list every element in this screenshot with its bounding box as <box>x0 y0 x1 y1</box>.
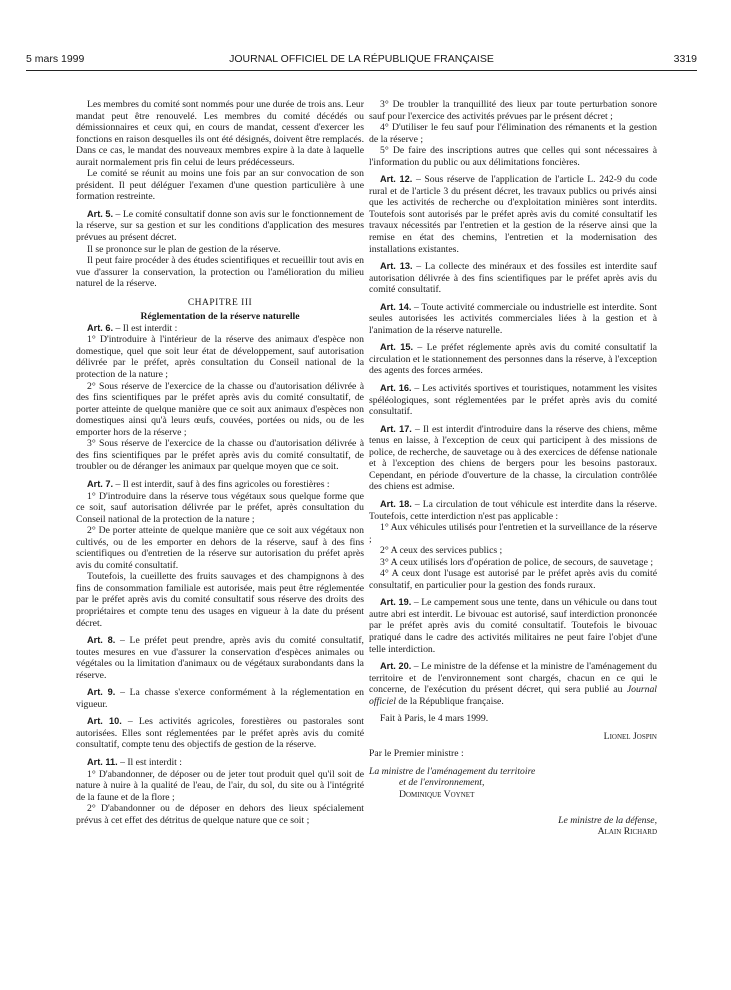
list-item: 2° A ceux des services publics ; <box>380 545 503 557</box>
list-item: 5° De faire des inscriptions autres que celles qui sont nécessaires à l'information du public ou aux délimitations foncières. <box>369 145 657 168</box>
chapter-title: Réglementation de la réserve naturelle <box>140 311 300 323</box>
article-text: – La chasse s'exerce conformément à la réglementation en vigueur. <box>76 687 364 710</box>
article-19 <box>369 597 657 655</box>
issue-date: 5 mars 1999 <box>26 53 85 65</box>
article-label: Art. 16. <box>380 383 412 394</box>
article-text-end: de la République française. <box>395 695 504 707</box>
article-text: – Il est interdit, sauf à des fins agricoles ou forestières : <box>113 478 330 490</box>
list-item: 3° De troubler la tranquillité des lieux par toute perturbation sonore sauf pour l'exercice des activités prévues par le présent décret ; <box>369 99 657 122</box>
paragraph: Toutefois, la cueillette des fruits sauvages et des champignons à des fins de consommation familiale est autorisée, mais peut être réglementée par le préfet après avis du comité consultatif sous réserve des droits des propriétaires et compte tenu des usages en vigueur à la date du présent décret. <box>76 571 364 629</box>
article-text: – Il est interdit : <box>113 322 178 334</box>
article-text: – Toute activité commerciale ou industrielle est interdite. Sont seules autorisées les activités commerciales liées à la gestion et à l'animation de la réserve naturelle. <box>369 301 657 336</box>
article-label: Art. 17. <box>380 423 412 434</box>
article-8 <box>76 635 364 681</box>
article-text: – Sous réserve de l'application de l'article L. 242-9 du code rural et de l'article 3 du présent décret, les travaux publics ou privés ainsi que les activités de recherche ou d'exploitation minières sont interdits. Toutefois sont autorisés par le préfet après avis du comité consultatif les travaux nécessités par l'entretien et la gestion de la réserve ainsi que la remise en état des chemins, l'entretien et la modernisation des installations existantes. <box>369 174 657 255</box>
article-label: Art. 18. <box>380 498 412 509</box>
article-label: Art. 5. <box>87 208 114 219</box>
list-item: 2° Sous réserve de l'exercice de la chasse ou d'autorisation délivrée à des fins scientifiques par le préfet après avis du comité consultatif, de porter atteinte de quelque manière que ce soit aux animaux d'espèces non domestiques ainsi qu'à leurs œufs, couvées, portées ou nids, ou de les emporter hors de la réserve ; <box>76 380 364 438</box>
article-12 <box>369 174 657 255</box>
article-text: – Le campement sous une tente, dans un véhicule ou dans tout autre abri est interdit. Le bivouac est autorisé, sauf interdiction prononcée par le préfet après avis du comité consultatif. Toutefois le bivouac pratiqué dans le cadre des activités militaires ne peut faire l'objet d'une telle interdiction. <box>369 597 657 655</box>
page-header <box>26 53 697 69</box>
minister-defense-name: Alain Richard <box>597 826 657 838</box>
list-item: 1° D'introduire dans la réserve tous végétaux sous quelque forme que ce soit, sauf autorisation délivrée par le préfet, après consultation du Conseil national de la protection de la nature ; <box>76 490 364 525</box>
list-item: 3° A ceux utilisés lors d'opération de police, de secours, de sauvetage ; <box>380 556 654 568</box>
article-text: – Les activités sportives et touristiques, notamment les visites spéléologiques, sont réglementées par le préfet après avis du comité consultatif. <box>369 383 657 418</box>
paragraph: Il peut faire procéder à des études scientifiques et recueillir tout avis en vue d'assurer la conservation, la protection ou l'amélioration du milieu naturel de la réserve. <box>76 255 364 290</box>
minister-environment-name: Dominique Voynet <box>399 788 475 800</box>
minister-environment-title-2: et de l'environnement, <box>399 777 485 789</box>
article-5 <box>76 209 364 244</box>
article-label: Art. 14. <box>380 301 412 312</box>
list-item: 2° D'abandonner ou de déposer en dehors des lieux spécialement prévus à cet effet des détritus de quelque nature que ce soit ; <box>76 803 364 826</box>
article-13 <box>369 261 657 296</box>
article-18 <box>369 499 657 522</box>
article-text: – Le préfet peut prendre, après avis du comité consultatif, toutes mesures en vue d'assurer la conservation d'espèces animales ou végétales ou la limitation d'animaux ou de végétaux surabondants dans la réserve. <box>76 635 364 681</box>
article-16 <box>369 383 657 418</box>
list-item: 1° D'abandonner, de déposer ou de jeter tout produit quel qu'il soit de nature à nuire à la qualité de l'eau, de l'air, du sol, du site ou à l'intégrité de la faune et de la flore ; <box>76 768 364 803</box>
paragraph: Il se prononce sur le plan de gestion de la réserve. <box>87 243 281 255</box>
article-15 <box>369 342 657 377</box>
article-label: Art. 8. <box>87 635 116 646</box>
article-text: – Le comité consultatif donne son avis sur le fonctionnement de la réserve, sur sa gestion et sur les conditions d'application des mesures prévues au présent décret. <box>76 208 364 244</box>
article-7 <box>76 479 364 491</box>
paragraph: Le comité se réunit au moins une fois par an sur convocation de son président. Il peut déléguer l'examen d'une question particulière à une formation restreinte. <box>76 168 364 203</box>
list-item: 1° Aux véhicules utilisés pour l'entretien et la surveillance de la réserve ; <box>369 522 657 545</box>
article-9 <box>76 687 364 710</box>
article-text: – Il est interdit d'introduire dans la réserve des chiens, même tenus en laisse, à l'exception de ceux qui participent à des missions de police, de recherche, de sauvetage ou à des exercices de défense nationale et à l'exception des chiens de bergers pour les besoins pastoraux. Cependant, en période d'ouverture de la chasse, la circulation contrôlée des chiens est admise. <box>369 423 657 493</box>
minister-environment-title: La ministre de l'aménagement du territoire <box>369 765 536 777</box>
header-rule <box>26 70 697 71</box>
article-label: Art. 7. <box>87 478 114 489</box>
article-text: – La circulation de tout véhicule est interdite dans la réserve. Toutefois, cette interdiction n'est pas applicable : <box>369 498 657 522</box>
chapter-number: CHAPITRE III <box>187 297 253 308</box>
article-label: Art. 20. <box>380 661 412 672</box>
list-item: 4° A ceux dont l'usage est autorisé par le préfet après avis du comité consultatif, en particulier pour la gestion des fonds ruraux. <box>369 568 657 591</box>
article-text: – Les activités agricoles, forestières ou pastorales sont autorisées. Elles sont réglementées par le préfet après avis du comité consultatif, compte tenu des objectifs de gestion de la réserve. <box>76 716 364 751</box>
article-text: – Le préfet réglemente après avis du comité consultatif la circulation et le stationnement des personnes dans la réserve, à l'exception des agents des forces armées. <box>369 342 657 377</box>
journal-reference: Journal officiel <box>369 684 657 707</box>
journal-title: JOURNAL OFFICIEL DE LA RÉPUBLIQUE FRANÇAISE <box>229 53 494 65</box>
article-10 <box>76 716 364 751</box>
article-text: – La collecte des minéraux et des fossiles est interdite sauf autorisation délivrée à des fins scientifiques par le préfet après avis du comité consultatif. <box>369 261 657 296</box>
date-line: Fait à Paris, le 4 mars 1999. <box>380 713 489 725</box>
list-item: 4° D'utiliser le feu sauf pour l'élimination des rémanents et la gestion de la réserve ; <box>369 122 657 145</box>
minister-defense-title: Le ministre de la défense, <box>558 814 657 826</box>
article-text: – Le ministre de la défense et la ministre de l'aménagement du territoire et de l'environnement sont chargés, chacun en ce qui le concerne, de l'exécution du présent décret, qui sera publié au <box>369 661 657 696</box>
chapter-heading <box>76 298 364 310</box>
article-label: Art. 12. <box>380 174 413 185</box>
article-label: Art. 6. <box>87 322 114 333</box>
article-label: Art. 10. <box>87 716 122 727</box>
article-6 <box>76 323 364 335</box>
right-column <box>369 99 657 838</box>
list-item: 1° D'introduire à l'intérieur de la réserve des animaux d'espèce non domestique, quel que soit leur état de développement, sauf autorisation délivrée par le préfet, après consultation du Conseil national de la protection de la nature ; <box>76 334 364 381</box>
article-label: Art. 9. <box>87 687 116 698</box>
article-label: Art. 19. <box>380 597 412 608</box>
article-text: – Il est interdit : <box>117 756 182 768</box>
by-prime-minister: Par le Premier ministre : <box>369 748 464 760</box>
left-column <box>76 99 364 826</box>
list-item: 2° De porter atteinte de quelque manière que ce soit aux végétaux non cultivés, ou de les emporter en dehors de la réserve, sauf à des fins scientifiques ou d'entretien de la réserve sur autorisation du préfet après avis du comité consultatif. <box>76 525 364 571</box>
article-label: Art. 15. <box>380 342 414 353</box>
article-17 <box>369 424 657 493</box>
prime-minister-signature: Lionel Jospin <box>603 730 657 742</box>
article-14 <box>369 302 657 337</box>
article-label: Art. 11. <box>87 756 118 767</box>
article-label: Art. 13. <box>380 261 413 272</box>
article-20 <box>369 661 657 707</box>
page-number: 3319 <box>673 53 697 65</box>
paragraph: Les membres du comité sont nommés pour une durée de trois ans. Leur mandat peut être renouvelé. Les membres du comité décédés ou démissionnaires et ceux qui, en cours de mandat, cessent d'exercer les fonctions en raison desquelles ils ont été désignés, doivent être remplacés. Dans ce cas, le mandat des nouveaux membres expire à la date à laquelle aurait normalement pris fin celui de leurs prédécesseurs. <box>76 99 364 168</box>
article-11 <box>76 757 364 769</box>
list-item: 3° Sous réserve de l'exercice de la chasse ou d'autorisation délivrée à des fins scientifiques par le préfet après avis du comité consultatif, de troubler ou de déranger les animaux par quelque moyen que ce soit. <box>76 438 364 473</box>
